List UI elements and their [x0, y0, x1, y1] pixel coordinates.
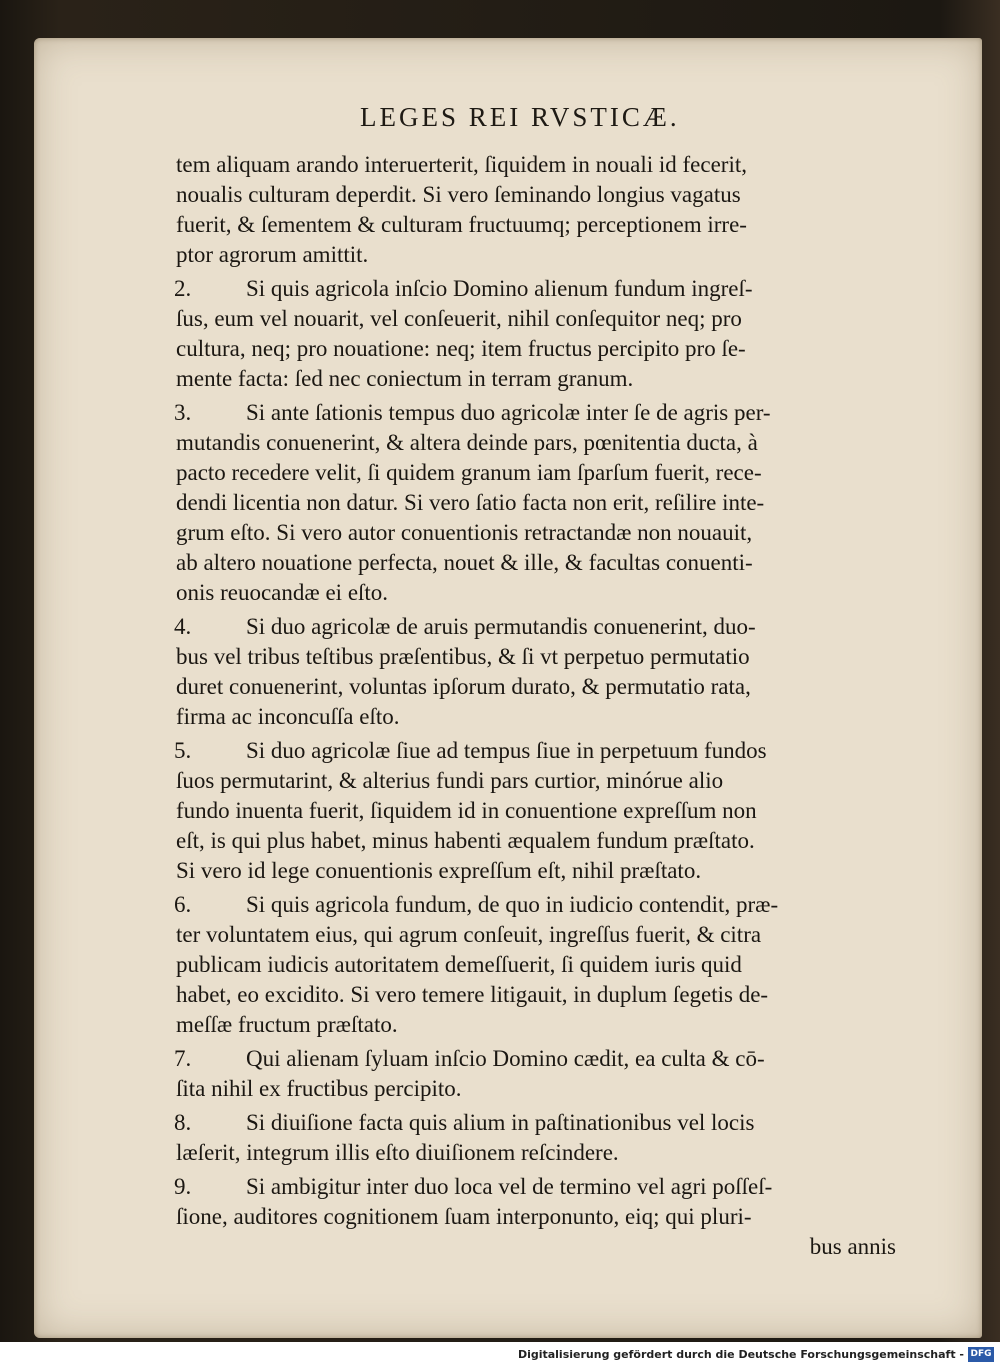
paragraph-text: Si ambigitur inter duo loca vel de termino vel agri poſſeſ- — [246, 1174, 773, 1199]
text-line — [168, 736, 906, 766]
text-line: mente facta: ſed nec coniectum in terram granum. — [176, 366, 634, 391]
text-line: onis reuocandæ ei eſto. — [176, 580, 389, 605]
paragraph-number: 8. — [174, 1110, 192, 1135]
text-line — [168, 274, 906, 304]
catchword: bus annis — [809, 1234, 896, 1259]
dfg-logo-icon: DFG — [968, 1347, 994, 1362]
paragraph-number: 4. — [174, 614, 192, 639]
paragraph-text: Si duo agricolæ ſiue ad tempus ſiue in perpetuum fundos — [246, 738, 767, 763]
text-line — [168, 1172, 906, 1202]
paragraph-number: 5. — [174, 738, 192, 763]
text-line: tem aliquam arando interuerterit, ſiquidem in nouali id fecerit, — [176, 152, 747, 177]
text-line: grum eſto. Si vero autor conuentionis retractandæ non nouauit, — [176, 520, 753, 545]
text-line: pacto recedere velit, ſi quidem granum iam ſparſum fuerit, rece- — [176, 460, 762, 485]
text-line: bus vel tribus teſtibus præſentibus, & ſi vt perpetuo permutatio — [176, 644, 750, 669]
body-text — [176, 146, 906, 1262]
text-line: ab altero nouatione perfecta, nouet & ille, & facultas conuenti- — [176, 550, 753, 575]
paragraph — [176, 150, 906, 270]
paragraph — [176, 612, 906, 732]
paragraph — [176, 398, 906, 608]
text-line: dendi licentia non datur. Si vero ſatio facta non erit, reſilire inte- — [176, 490, 765, 515]
text-line — [168, 890, 906, 920]
text-line: duret conuenerint, voluntas ipſorum durato, & permutatio rata, — [176, 674, 751, 699]
paragraph-number: 2. — [174, 276, 192, 301]
text-line — [168, 1044, 906, 1074]
running-head: LEGES REI RVSTICÆ. — [360, 102, 680, 132]
paragraph — [176, 1044, 906, 1104]
paragraph — [176, 1108, 906, 1168]
paragraph-text: Si quis agricola inſcio Domino alienum fundum ingreſ- — [246, 276, 753, 301]
text-line: ſione, auditores cognitionem ſuam interponunto, eiq; qui pluri- — [176, 1204, 752, 1229]
text-line: meſſæ fructum præſtato. — [176, 1012, 398, 1037]
paragraph — [176, 274, 906, 394]
text-line: Si vero id lege conuentionis expreſſum eſt, nihil præſtato. — [176, 858, 702, 883]
text-line: habet, eo excidito. Si vero temere litigauit, in duplum ſegetis de- — [176, 982, 769, 1007]
text-line: fundo inuenta fuerit, ſiquidem id in conuentione expreſſum non — [176, 798, 757, 823]
text-line — [168, 398, 906, 428]
paragraph-number: 9. — [174, 1174, 192, 1199]
paragraph-number: 7. — [174, 1046, 192, 1071]
paragraph — [176, 890, 906, 1040]
paragraph-text: Qui alienam ſyluam inſcio Domino cædit, ea culta & cō- — [246, 1046, 765, 1071]
paragraph — [176, 1172, 906, 1232]
text-line: mutandis conuenerint, & altera deinde pars, pœnitentia ducta, à — [176, 430, 758, 455]
funding-credit: Digitalisierung gefördert durch die Deutsche Forschungsgemeinschaft - — [517, 1348, 964, 1361]
text-line: publicam iudicis autoritatem demeſſuerit, ſi quidem iuris quid — [176, 952, 742, 977]
paragraph-text: Si quis agricola fundum, de quo in iudicio contendit, præ- — [246, 892, 779, 917]
text-line — [168, 612, 906, 642]
text-line: ſus, eum vel nouarit, vel conſeuerit, nihil conſequitor neq; pro — [176, 306, 742, 331]
text-line: ptor agrorum amittit. — [176, 242, 369, 267]
paragraph-text: Si ante ſationis tempus duo agricolæ inter ſe de agris per- — [246, 400, 771, 425]
text-line — [168, 1108, 906, 1138]
paragraph-text: Si diuiſione facta quis alium in paſtinationibus vel locis — [246, 1110, 755, 1135]
text-line: noualis culturam deperdit. Si vero ſeminando longius vagatus — [176, 182, 741, 207]
paragraph-number: 3. — [174, 400, 192, 425]
text-line: eſt, is qui plus habet, minus habenti æqualem fundum præſtato. — [176, 828, 755, 853]
paragraph-text: Si duo agricolæ de aruis permutandis conuenerint, duo- — [246, 614, 756, 639]
text-line: ter voluntatem eius, qui agrum conſeuit, ingreſſus fuerit, & citra — [176, 922, 762, 947]
text-line: firma ac inconcuſſa eſto. — [176, 704, 400, 729]
paragraph-number: 6. — [174, 892, 192, 917]
text-line: ſuos permutarint, & alterius fundi pars curtior, minórue alio — [176, 768, 724, 793]
text-line: ſita nihil ex fructibus percipito. — [176, 1076, 462, 1101]
paragraph — [176, 736, 906, 886]
text-line: fuerit, & ſementem & culturam fructuumq; perceptionem irre- — [176, 212, 747, 237]
text-line: cultura, neq; pro nouatione: neq; item fructus percipito pro ſe- — [176, 336, 746, 361]
footer-bar — [0, 1342, 1000, 1369]
text-line: læſerit, integrum illis eſto diuiſionem reſcindere. — [176, 1140, 619, 1165]
